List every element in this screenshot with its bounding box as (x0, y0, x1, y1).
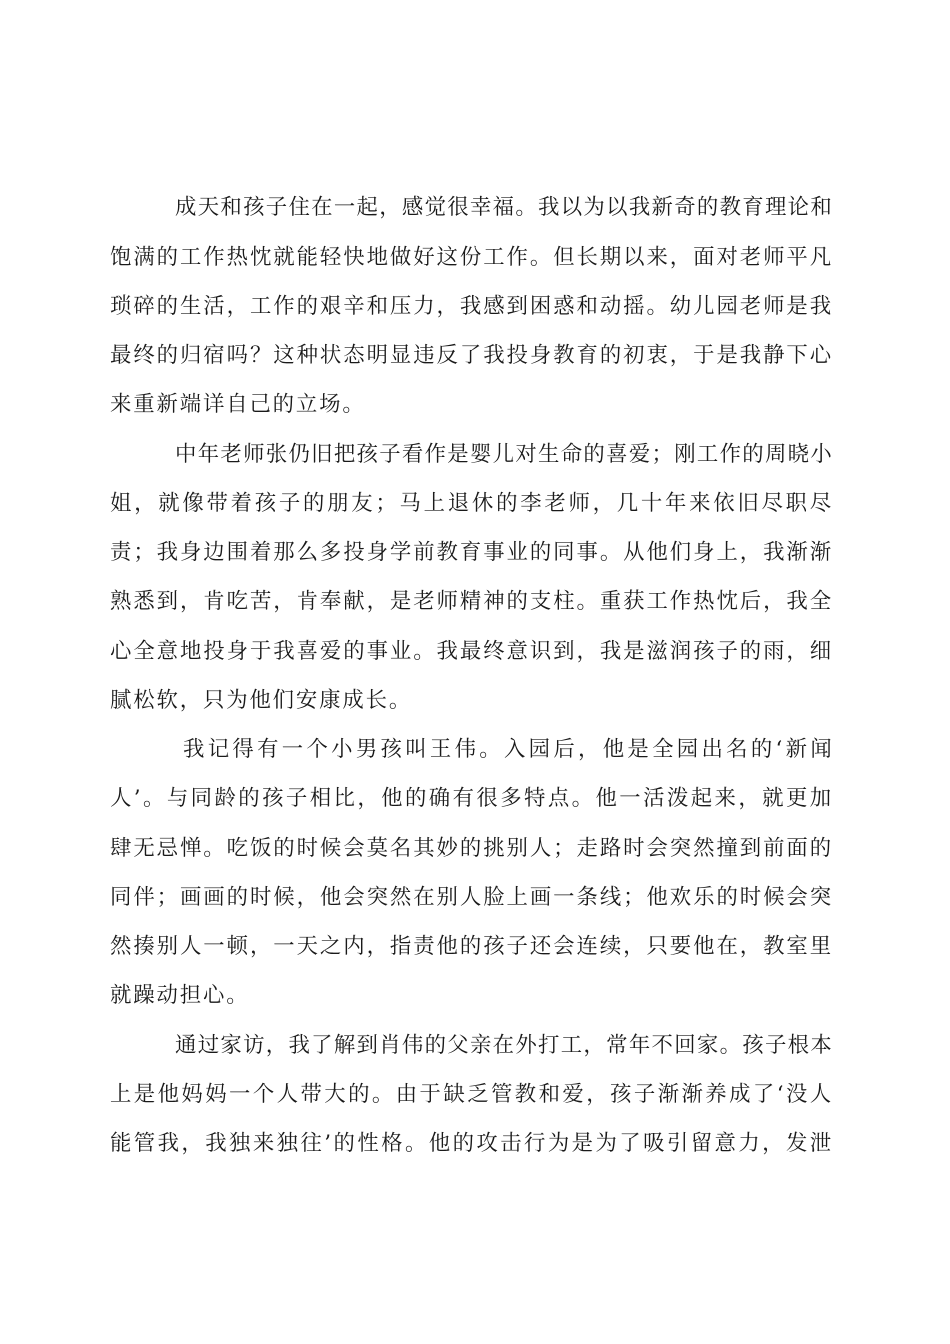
text-line: 姐，就像带着孩子的朋友；马上退休的李老师，几十年来依旧尽职尽 (110, 490, 833, 516)
paragraph-2 (110, 430, 833, 726)
text-line: 人’。与同龄的孩子相比，他的确有很多特点。他一活泼起来，就更加 (110, 786, 833, 812)
text-line: 上是他妈妈一个人带大的。由于缺乏管教和爱，孩子渐渐养成了‘没人 (110, 1081, 833, 1107)
text-line: 能管我，我独来独往’的性格。他的攻击行为是为了吸引留意力，发泄 (110, 1131, 833, 1157)
text-line: 饱满的工作热忱就能轻快地做好这份工作。但长期以来，面对老师平凡 (110, 244, 833, 270)
text-line: 通过家访，我了解到肖伟的父亲在外打工，常年不回家。孩子根本 (175, 1032, 833, 1058)
text-line: 最终的归宿吗？这种状态明显违反了我投身教育的初衷，于是我静下心 (110, 343, 833, 369)
document-body (110, 183, 833, 1168)
text-line: 琐碎的生活，工作的艰辛和压力，我感到困惑和动摇。幼儿园老师是我 (110, 293, 833, 319)
text-line: 心全意地投身于我喜爱的事业。我最终意识到，我是滋润孩子的雨，细 (110, 638, 833, 664)
text-line: 成天和孩子住在一起，感觉很幸福。我以为以我新奇的教育理论和 (175, 195, 833, 221)
text-line: 来重新端详自己的立场。 (110, 392, 366, 418)
text-line: 然揍别人一顿，一天之内，指责他的孩子还会连续，只要他在，教室里 (110, 934, 833, 960)
paragraph-3 (110, 725, 833, 1021)
paragraph-4 (110, 1021, 833, 1169)
text-line: 腻松软，只为他们安康成长。 (110, 687, 413, 713)
text-line: 熟悉到，肯吃苦，肯奉献，是老师精神的支柱。重获工作热忱后，我全 (110, 589, 833, 615)
text-line: 责；我身边围着那么多投身学前教育事业的同事。从他们身上，我渐渐 (110, 540, 833, 566)
text-line: 肆无忌惮。吃饭的时候会莫名其妙的挑别人；走路时会突然撞到前面的 (110, 835, 833, 861)
text-line: 就躁动担心。 (110, 983, 250, 1009)
text-line: 同伴；画画的时候，他会突然在别人脸上画一条线；他欢乐的时候会突 (110, 884, 833, 910)
text-line: 我记得有一个小男孩叫王伟。入园后，他是全园出名的‘新闻 (183, 737, 833, 763)
text-line: 中年老师张仍旧把孩子看作是婴儿对生命的喜爱；刚工作的周晓小 (175, 441, 833, 467)
paragraph-1 (110, 183, 833, 429)
